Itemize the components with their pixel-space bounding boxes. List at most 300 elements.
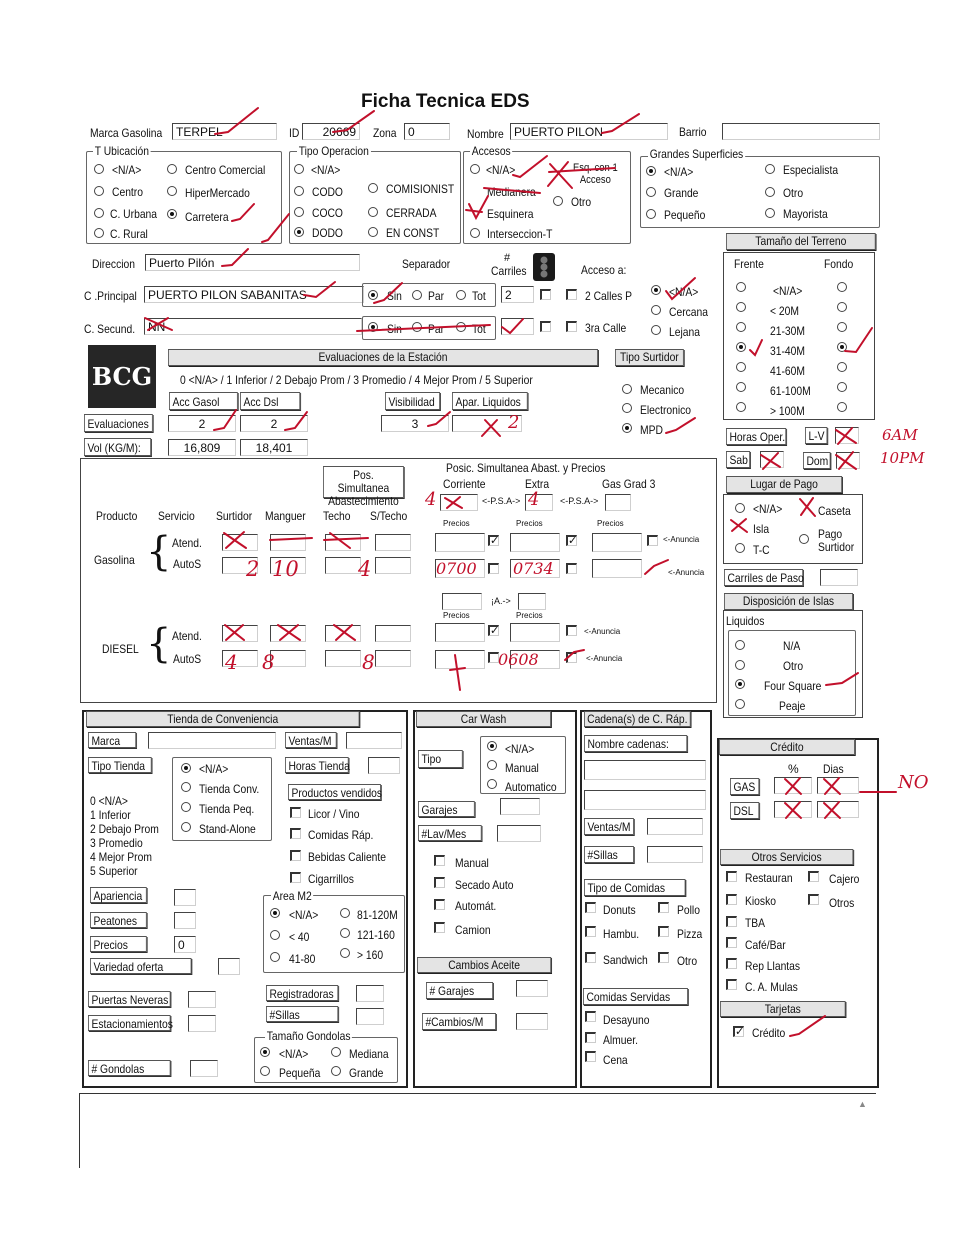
sep-secund-par-label: Par (428, 322, 445, 336)
puertas-input[interactable] (188, 991, 216, 1008)
visibilidad-input[interactable]: 3 (381, 415, 449, 432)
otros-llantas-label: Rep Llantas (745, 959, 801, 973)
surtidor-mecanico-label: Mecanico (640, 383, 685, 397)
principal-check-1[interactable] (540, 289, 551, 300)
principal-2calles-label: 2 Calles P (585, 289, 633, 303)
cadenas-check-pizza[interactable] (658, 926, 669, 937)
credito-gas-pct[interactable] (774, 777, 812, 794)
acc-dsl-input[interactable]: 2 (240, 415, 308, 432)
precios-label-5: Precios (516, 611, 543, 620)
zona-input[interactable]: 0 (404, 123, 450, 140)
terreno-fondo-radio-5[interactable] (837, 382, 847, 392)
diesel-price-0[interactable] (435, 623, 485, 642)
accesos-medianera-label: Medianera (487, 185, 536, 199)
gondolas-input[interactable] (190, 1060, 218, 1077)
pago-tc-label: T-C (753, 543, 770, 557)
sep-secund-tot[interactable] (456, 322, 466, 332)
tienda-marca-input[interactable] (148, 732, 276, 749)
terreno-option-label-5: 61-100M (770, 384, 811, 398)
operacion-codo-label: CODO (312, 185, 343, 199)
pago-na-label: <N/A> (753, 502, 783, 516)
carwash-check-manual-label: Manual (455, 856, 489, 870)
operacion-radio-comisionist[interactable] (368, 183, 378, 193)
cadenas-check-almuer[interactable] (585, 1032, 596, 1043)
terreno-option-label-0: <N/A> (773, 284, 803, 298)
accesos-radio-otro[interactable] (553, 196, 563, 206)
tienda-ventas-input[interactable] (346, 732, 402, 749)
evaluaciones-scale: 0 <N/A> / 1 Inferior / 2 Debajo Prom / 3 Promedio / 4 Mejor Prom / 5 Superior (180, 373, 533, 387)
terreno-frente-radio-0[interactable] (736, 282, 746, 292)
ubicacion-legend: T Ubicación (94, 144, 150, 158)
hand-techo-nums: 4 (358, 557, 372, 581)
terreno-option-label-4: 41-60M (770, 364, 805, 378)
diesel-cell-6[interactable] (325, 650, 361, 667)
operacion-radio-cerrada[interactable] (368, 207, 378, 217)
gasolina-check-2[interactable] (647, 535, 658, 546)
gasolina-check-4[interactable] (566, 563, 577, 574)
acc-dsl-label: Acc Dsl (240, 392, 300, 410)
page-title: Ficha Tecnica EDS (361, 91, 530, 112)
carwash-na-label: <N/A> (505, 742, 535, 756)
precios-label-2: Precios (516, 519, 543, 528)
escala-item-0: 0 <N/A> (90, 794, 128, 808)
sep-secund-sin[interactable] (368, 322, 378, 332)
operacion-radio-codo[interactable] (294, 186, 304, 196)
cadenas-pollo-label: Pollo (677, 903, 700, 917)
col-producto: Producto (96, 509, 138, 523)
terreno-option-label-1: < 20M (770, 304, 799, 318)
ubicacion-rural-label: C. Rural (110, 227, 148, 241)
diesel-price-2[interactable] (435, 650, 485, 669)
grandes-radio-na[interactable] (646, 166, 656, 176)
operacion-na-label: <N/A> (311, 163, 341, 177)
secund-input[interactable]: NN (144, 318, 362, 335)
sep-principal-sin-label: Sin (387, 289, 402, 303)
gasolina-check-1[interactable] (566, 535, 577, 546)
id-input[interactable]: 20669 (302, 123, 360, 140)
hand-surtidor-nums: 2 (246, 557, 260, 581)
carriles-principal-input[interactable]: 2 (501, 286, 534, 303)
variedad-input[interactable] (218, 958, 240, 975)
disp-radio-peaje[interactable] (735, 699, 745, 709)
surtidor-radio-mecanico[interactable] (622, 384, 632, 394)
carwash-radio-na[interactable] (487, 741, 497, 751)
terreno-frente-radio-2[interactable] (736, 322, 746, 332)
cadenas-check-donuts[interactable] (585, 902, 596, 913)
carwash-check-camion[interactable] (434, 922, 445, 933)
comments-scroll-up-icon[interactable]: ▲ (858, 1099, 867, 1109)
gas-atend-label: Atend. (172, 536, 202, 550)
bcg-logo (88, 345, 156, 408)
area-legend: Area M2 (272, 889, 312, 903)
hand-corriente-pos: 4 (425, 489, 437, 510)
surtidor-radio-mpd[interactable] (622, 423, 632, 433)
otros-check-llantas[interactable] (726, 958, 737, 969)
grandes-legend: Grandes Superficies (649, 147, 744, 161)
terreno-frente-radio-4[interactable] (736, 362, 746, 372)
area-40-label: < 40 (289, 930, 310, 944)
acc-gasol-input[interactable]: 2 (168, 415, 236, 432)
otros-check-kiosko[interactable] (726, 894, 737, 905)
cadenas-check-pollo[interactable] (658, 902, 669, 913)
otros-title: Otros Servicios (720, 849, 853, 865)
barrio-input[interactable] (722, 123, 880, 140)
otros-check-otros[interactable] (808, 894, 819, 905)
carwash-radio-manual[interactable] (487, 760, 497, 770)
area-radio-41[interactable] (270, 952, 280, 962)
tamano-radio-pequena[interactable] (260, 1066, 270, 1076)
cadenas-check-hambu[interactable] (585, 926, 596, 937)
otros-check-cafe[interactable] (726, 937, 737, 948)
diesel-cell-0[interactable] (222, 625, 258, 642)
operacion-radio-dodo[interactable] (294, 227, 304, 237)
apariencia-input[interactable] (174, 889, 196, 906)
ubicacion-cc-label: Centro Comercial (185, 163, 266, 177)
vol-dsl-input[interactable]: 18,401 (240, 439, 308, 456)
cadenas-sillas-input[interactable] (647, 846, 703, 863)
col-servicio: Servicio (158, 509, 195, 523)
otros-check-tba[interactable] (726, 916, 737, 927)
ubicacion-radio-urbana[interactable] (94, 208, 104, 218)
tienda-radio-stand[interactable] (181, 822, 191, 832)
tamano-radio-na[interactable] (260, 1047, 270, 1057)
terreno-option-label-2: 21-30M (770, 324, 805, 338)
cadenas-check-otro[interactable] (658, 952, 669, 963)
ubicacion-radio-carretera[interactable] (167, 209, 177, 219)
gasolina-cell-2[interactable] (325, 534, 361, 551)
tienda-radio-peq[interactable] (181, 802, 191, 812)
tarjetas-check-credito[interactable] (733, 1026, 744, 1037)
area-radio-81[interactable] (340, 908, 350, 918)
grandes-pequeno-label: Pequeño (664, 208, 706, 222)
cadenas-nombre-input-2[interactable] (584, 790, 706, 810)
barrio-label: Barrio (679, 125, 707, 139)
traffic-light-icon-svg (533, 253, 555, 281)
credito-gas-label: GAS (730, 778, 759, 795)
tamano-legend: Tamaño Gondolas (266, 1029, 351, 1043)
principal-label: C .Principal (84, 289, 137, 303)
accesos-esq-label (573, 162, 618, 186)
sep-principal-par[interactable] (412, 290, 422, 300)
diesel-price-1[interactable] (510, 623, 560, 642)
lugar-pago-title: Lugar de Pago (726, 476, 842, 493)
diesel-check-3[interactable] (566, 652, 577, 663)
registradoras-label: Registradoras (266, 985, 338, 1001)
grandes-especialista-label: Especialista (783, 163, 839, 177)
pago-radio-tc[interactable] (735, 543, 745, 553)
tienda-radio-na[interactable] (181, 763, 191, 773)
operacion-radio-coco[interactable] (294, 207, 304, 217)
credito-dsl-label: DSL (730, 802, 759, 819)
gasolina-check-3[interactable] (488, 563, 499, 574)
tienda-bebidas-label: Bebidas Caliente (308, 850, 387, 864)
otros-otros-label: Otros (829, 896, 855, 910)
direccion-input[interactable]: Puerto Pilón (145, 254, 360, 271)
terreno-fondo-radio-4[interactable] (837, 362, 847, 372)
tienda-check-licor[interactable] (290, 807, 301, 818)
terreno-frente-radio-3[interactable] (736, 342, 746, 352)
grandes-radio-mayorista[interactable] (765, 208, 775, 218)
tienda-comidas-label: Comidas Ráp. (308, 828, 374, 842)
tienda-cigarrillos-label: Cigarrillos (308, 872, 354, 886)
gasolina-cell-6[interactable] (325, 557, 361, 574)
sep-principal-tot-label: Tot (472, 289, 486, 303)
ubicacion-radio-centro[interactable] (94, 186, 104, 196)
diesel-cell-3[interactable] (375, 625, 411, 642)
tienda-licor-label: Licor / Vino (308, 807, 360, 821)
hand-credito-no: NO (898, 772, 929, 793)
credito-dsl-pct[interactable] (774, 801, 812, 818)
cadenas-check-desayuno[interactable] (585, 1011, 596, 1022)
otros-check-mulas[interactable] (726, 979, 737, 990)
dsl-atend-label: Atend. (172, 629, 202, 643)
col-manguer: Manguer (265, 509, 306, 523)
area-121-label: 121-160 (357, 928, 395, 942)
gasolina-cell-3[interactable] (375, 534, 411, 551)
diesel-cell-1[interactable] (270, 625, 306, 642)
evaluaciones-label: Evaluaciones (84, 414, 153, 432)
carwash-check-secado[interactable] (434, 877, 445, 888)
horas-lv-input[interactable] (835, 427, 859, 444)
gasolina-price-2[interactable] (592, 533, 642, 552)
otros-cafe-label: Café/Bar (745, 938, 786, 952)
tienda-marca-label: Marca (88, 732, 136, 748)
credito-dias: Dias (823, 762, 844, 776)
otros-tba-label: TBA (745, 916, 766, 930)
otros-check-restauran[interactable] (726, 871, 737, 882)
grandes-radio-grande[interactable] (646, 187, 656, 197)
otros-check-cajero[interactable] (808, 871, 819, 882)
tienda-title: Tienda de Conveniencia (86, 711, 359, 727)
gasolina-check-0[interactable] (488, 535, 499, 546)
tienda-check-comidas[interactable] (290, 828, 301, 839)
carwash-garajes-input[interactable] (500, 798, 540, 815)
vol-gasol-input[interactable]: 16,809 (168, 439, 236, 456)
gasolina-price-1[interactable] (510, 533, 560, 552)
carwash-radio-auto[interactable] (487, 779, 497, 789)
acceso-radio-lejana[interactable] (651, 325, 661, 335)
estacionamientos-label: Estacionamientos (88, 1015, 171, 1031)
cadenas-almuer-label: Almuer. (603, 1033, 638, 1047)
accesos-radio-na[interactable] (470, 164, 480, 174)
carwash-check-automat-label: Automát. (455, 899, 497, 913)
hand-precio-corriente: 0700 (436, 559, 477, 578)
carwash-check-manual[interactable] (434, 855, 445, 866)
horas-label: Horas Oper. (726, 428, 786, 445)
disp-radio-otro[interactable] (735, 660, 745, 670)
sep-principal-tot[interactable] (456, 290, 466, 300)
carwash-auto-label: Automatico (505, 780, 557, 794)
secund-check-3ra[interactable] (566, 321, 577, 332)
tienda-precios-input[interactable]: 0 (174, 936, 196, 953)
surtidor-mpd-label: MPD (640, 423, 663, 437)
carwash-check-secado-label: Secado Auto (455, 878, 514, 892)
tienda-check-bebidas[interactable] (290, 850, 301, 861)
secund-check-1[interactable] (540, 321, 551, 332)
diesel-pos-2[interactable] (518, 593, 546, 610)
area-radio-121[interactable] (340, 928, 350, 938)
operacion-legend: Tipo Operacion (298, 144, 369, 158)
ubicacion-radio-hiper[interactable] (167, 186, 177, 196)
diesel-check-0[interactable] (488, 625, 499, 636)
accesos-radio-interseccion[interactable] (470, 228, 480, 238)
horas-sab-input[interactable] (760, 451, 784, 468)
carriles-paso-input[interactable] (820, 569, 858, 586)
surtidor-radio-electronico[interactable] (622, 403, 632, 413)
tienda-productos-label: Productos vendidos (288, 784, 381, 800)
ubicacion-centro-label: Centro (112, 185, 143, 199)
pago-surtidor-label (818, 528, 861, 554)
gasolina-cell-1[interactable] (270, 534, 306, 551)
carwash-manual-label: Manual (505, 761, 539, 775)
ubicacion-radio-na[interactable] (94, 164, 104, 174)
dsl-anuncia-2: <-Anuncia (586, 654, 623, 663)
sep-secund-par[interactable] (412, 322, 422, 332)
horas-dom-input[interactable] (836, 452, 860, 469)
terreno-fondo-radio-3[interactable] (837, 342, 847, 352)
grandes-radio-otro[interactable] (765, 187, 775, 197)
terreno-frente-radio-1[interactable] (736, 302, 746, 312)
acceso-radio-na[interactable] (651, 285, 661, 295)
cambios-cambios-input[interactable] (516, 1013, 548, 1030)
cadenas-nombre-input-1[interactable] (584, 760, 706, 780)
tienda-radio-conv[interactable] (181, 782, 191, 792)
operacion-radio-enconst[interactable] (368, 227, 378, 237)
terreno-frente: Frente (734, 257, 764, 271)
disposicion-liquidos: Liquidos (726, 614, 765, 628)
gasolina-price-0[interactable] (435, 533, 485, 552)
corriente-pos-input[interactable] (440, 494, 478, 511)
terreno-fondo-radio-0[interactable] (837, 282, 847, 292)
posic-title: Posic. Simultanea Abast. y Precios (446, 461, 606, 475)
marca-input[interactable]: TERPEL (172, 123, 277, 140)
diesel-cell-5[interactable] (270, 650, 306, 667)
terreno-fondo-radio-6[interactable] (837, 402, 847, 412)
carwash-check-automat[interactable] (434, 899, 445, 910)
horas-sab-label: Sab (726, 451, 750, 468)
credito-gas-dias[interactable] (817, 777, 859, 794)
col-surtidor: Surtidor (216, 509, 253, 523)
cadenas-check-cena[interactable] (585, 1051, 596, 1062)
acceso-radio-cercana[interactable] (651, 305, 661, 315)
grandes-radio-especialista[interactable] (765, 164, 775, 174)
credito-dsl-dias[interactable] (817, 801, 859, 818)
gasolina-cell-0[interactable] (222, 534, 258, 551)
corriente-label: Corriente (443, 477, 486, 491)
ubicacion-carretera-label: Carretera (185, 210, 229, 224)
carwash-lav-label: #Lav/Mes (418, 825, 482, 841)
gasgrad3-label: Gas Grad 3 (602, 477, 656, 491)
ink-check-mpd (666, 418, 695, 433)
hand-precio-extra: 0734 (513, 559, 554, 578)
tienda-sillas-label: #Sillas (266, 1006, 338, 1022)
cadenas-check-sandwich[interactable] (585, 952, 596, 963)
carwash-lav-input[interactable] (497, 825, 541, 842)
evaluaciones-title: Evaluaciones de la Estación (168, 349, 598, 366)
diesel-cell-7[interactable] (375, 650, 411, 667)
terreno-frente-radio-6[interactable] (736, 402, 746, 412)
disp-radio-na[interactable] (735, 640, 745, 650)
tamano-na-label: <N/A> (279, 1047, 309, 1061)
surtidor-electronico-label: Electronico (640, 403, 692, 417)
hand-horas-lv: 6AM (882, 426, 918, 444)
area-radio-40[interactable] (270, 930, 280, 940)
diesel-cell-2[interactable] (325, 625, 361, 642)
peatones-input[interactable] (174, 912, 196, 929)
grandes-grande-label: Grande (664, 186, 699, 200)
pago-radio-na[interactable] (735, 503, 745, 513)
ubicacion-radio-cc[interactable] (167, 164, 177, 174)
disp-otro-label: Otro (783, 659, 804, 673)
diesel-label: DIESEL (102, 642, 139, 656)
psa-short: ¡A.-> (491, 596, 511, 606)
grandes-mayorista-label: Mayorista (783, 207, 828, 221)
visibilidad-label: Visibilidad (385, 392, 440, 410)
ubicacion-radio-rural[interactable] (94, 228, 104, 238)
terreno-frente-radio-5[interactable] (736, 382, 746, 392)
credito-pct: % (788, 762, 799, 776)
gasgrad3-pos-input[interactable] (605, 494, 631, 511)
ubicacion-na-label: <N/A> (112, 163, 142, 177)
pago-radio-surtidor[interactable] (799, 534, 809, 544)
comments-textarea[interactable] (79, 1093, 876, 1168)
grandes-radio-pequeno[interactable] (646, 209, 656, 219)
sep-secund-tot-label: Tot (472, 322, 486, 336)
area-radio-na[interactable] (270, 908, 280, 918)
grandes-otro-label: Otro (783, 186, 804, 200)
acceso-a-label: Acceso a: (581, 263, 627, 277)
gasolina-price-5[interactable] (592, 559, 642, 578)
nombre-input[interactable]: PUERTO PILON (510, 123, 668, 140)
tienda-check-cigarrillos[interactable] (290, 872, 301, 883)
diesel-pos-1[interactable] (442, 593, 482, 610)
operacion-dodo-label: DODO (312, 226, 343, 240)
disp-radio-foursquare[interactable] (735, 679, 745, 689)
secund-3ra-label: 3ra Calle (585, 321, 627, 335)
tamano-radio-mediana[interactable] (331, 1047, 341, 1057)
tienda-horas-input[interactable] (368, 757, 400, 774)
operacion-radio-na[interactable] (294, 164, 304, 174)
disp-peaje-label: Peaje (779, 699, 806, 713)
traffic-light-icon (533, 253, 555, 281)
hand-diesel-mang: 8 (262, 650, 275, 674)
terreno-fondo-radio-1[interactable] (837, 302, 847, 312)
col-stecho: S/Techo (370, 509, 408, 523)
registradoras-input[interactable] (356, 985, 384, 1002)
carriles-secund-input[interactable] (501, 318, 534, 335)
peatones-label: Peatones (90, 912, 147, 928)
cadenas-donuts-label: Donuts (603, 903, 636, 917)
horas-lv-label: L-V (805, 427, 827, 444)
tamano-radio-grande[interactable] (331, 1066, 341, 1076)
tienda-tipo-label: Tipo Tienda (88, 757, 152, 773)
operacion-enconst-label: EN CONST (386, 226, 440, 240)
principal-check-2calles[interactable] (566, 289, 577, 300)
area-radio-160[interactable] (340, 948, 350, 958)
acc-gasol-label: Acc Gasol (169, 392, 238, 410)
apar-liquidos-label: Apar. Liquidos (452, 392, 528, 410)
terreno-fondo-radio-2[interactable] (837, 322, 847, 332)
cadenas-ventas-input[interactable] (647, 818, 703, 835)
tienda-sillas-input[interactable] (356, 1008, 384, 1025)
area-41-label: 41-80 (289, 952, 316, 966)
sep-principal-sin[interactable] (368, 290, 378, 300)
estacionamientos-input[interactable] (188, 1015, 216, 1032)
diesel-check-1[interactable] (566, 625, 577, 636)
principal-input[interactable]: PUERTO PILON SABANITAS (144, 286, 364, 303)
cambios-garajes-input[interactable] (516, 980, 548, 997)
gasolina-cell-7[interactable] (375, 557, 411, 574)
